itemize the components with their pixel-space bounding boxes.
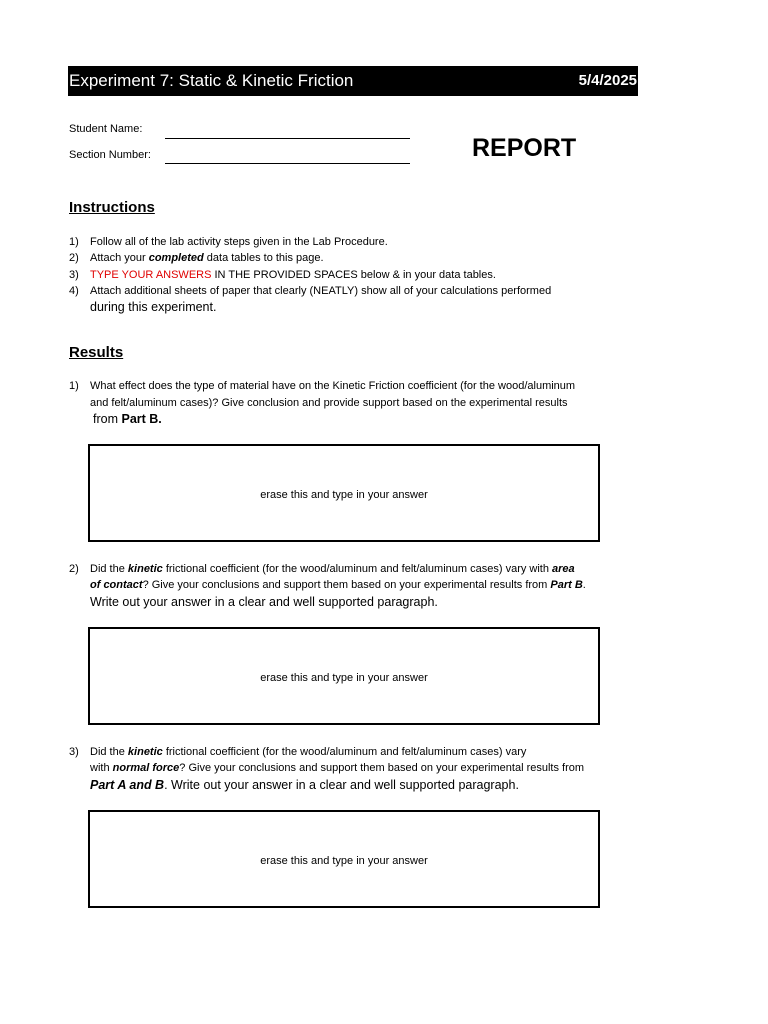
answer-box-3[interactable]	[88, 810, 600, 908]
answer-box-2[interactable]	[88, 627, 600, 725]
answer-placeholder: erase this and type in your answer	[260, 855, 428, 867]
answer-placeholder: erase this and type in your answer	[260, 672, 428, 684]
report-date: 5/4/2025	[578, 72, 637, 89]
title-bar	[68, 66, 638, 96]
results-heading: Results	[69, 344, 124, 361]
report-heading: REPORT	[472, 134, 577, 162]
section-number-label: Section Number:	[69, 149, 151, 161]
section-number-field[interactable]	[165, 163, 410, 164]
student-name-label: Student Name:	[69, 123, 143, 135]
answer-box-1[interactable]	[88, 444, 600, 542]
student-name-field[interactable]	[165, 138, 410, 139]
instructions-heading: Instructions	[69, 199, 155, 216]
page-title: Experiment 7: Static & Kinetic Friction	[69, 71, 354, 90]
answer-placeholder: erase this and type in your answer	[260, 489, 428, 501]
